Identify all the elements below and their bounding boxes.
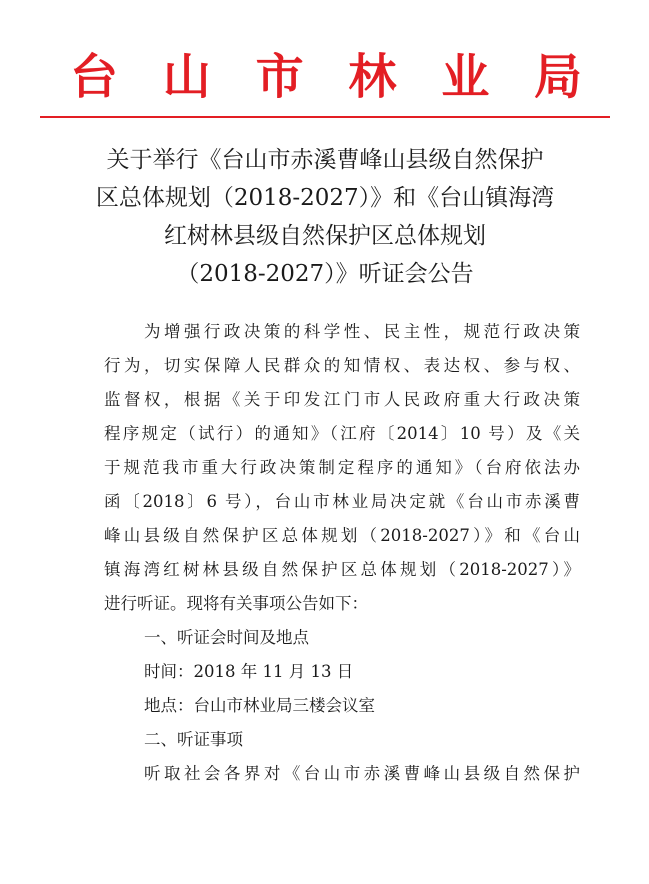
section-heading: 二、听证事项 [144, 730, 243, 749]
hearing-location: 地点：台山市林业局三楼会议室 [144, 696, 375, 715]
org-header-char: 局 [533, 49, 582, 105]
body-paragraph-line: 镇海湾红树林县级自然保护区总体规划（2018-2027）》 [104, 560, 580, 579]
body-paragraph-line: 为增强行政决策的科学性、民主性，规范行政决策 [144, 322, 580, 341]
body-paragraph-line: 函〔2018〕6 号），台山市林业局决定就《台山市赤溪曹 [104, 492, 580, 511]
hearing-time: 时间：2018 年 11 月 13 日 [144, 662, 354, 681]
org-header-char: 业 [441, 49, 490, 105]
document-title [60, 141, 590, 293]
org-header-char: 林 [348, 49, 397, 105]
body-paragraph-line: 听取社会各界对《台山市赤溪曹峰山县级自然保护 [144, 764, 580, 783]
title-line: 关于举行《台山市赤溪曹峰山县级自然保护 [106, 147, 544, 173]
document-body [104, 315, 580, 791]
body-paragraph-line: 于规范我市重大行政决策制定程序的通知》（台府依法办 [104, 458, 580, 477]
body-paragraph-line: 进行听证。现将有关事项公告如下： [104, 594, 368, 613]
body-paragraph-line: 行为，切实保障人民群众的知情权、表达权、参与权、 [104, 356, 580, 375]
org-header-char: 市 [255, 49, 304, 105]
org-header [70, 42, 582, 112]
body-paragraph-line: 峰山县级自然保护区总体规划（2018-2027）》和《台山 [104, 526, 580, 545]
title-line: 红树林县级自然保护区总体规划 [164, 223, 486, 249]
title-line: 区总体规划（2018-2027）》和《台山镇海湾 [95, 185, 555, 211]
title-line: （2018-2027）》听证会公告 [176, 261, 474, 287]
body-paragraph-line: 监督权，根据《关于印发江门市人民政府重大行政决策 [104, 390, 580, 409]
section-heading: 一、听证会时间及地点 [144, 628, 309, 647]
body-paragraph-line: 程序规定（试行）的通知》（江府〔2014〕10 号）及《关 [104, 424, 580, 443]
org-header-char: 台 [70, 49, 119, 105]
header-divider [40, 116, 610, 118]
org-header-char: 山 [162, 49, 211, 105]
